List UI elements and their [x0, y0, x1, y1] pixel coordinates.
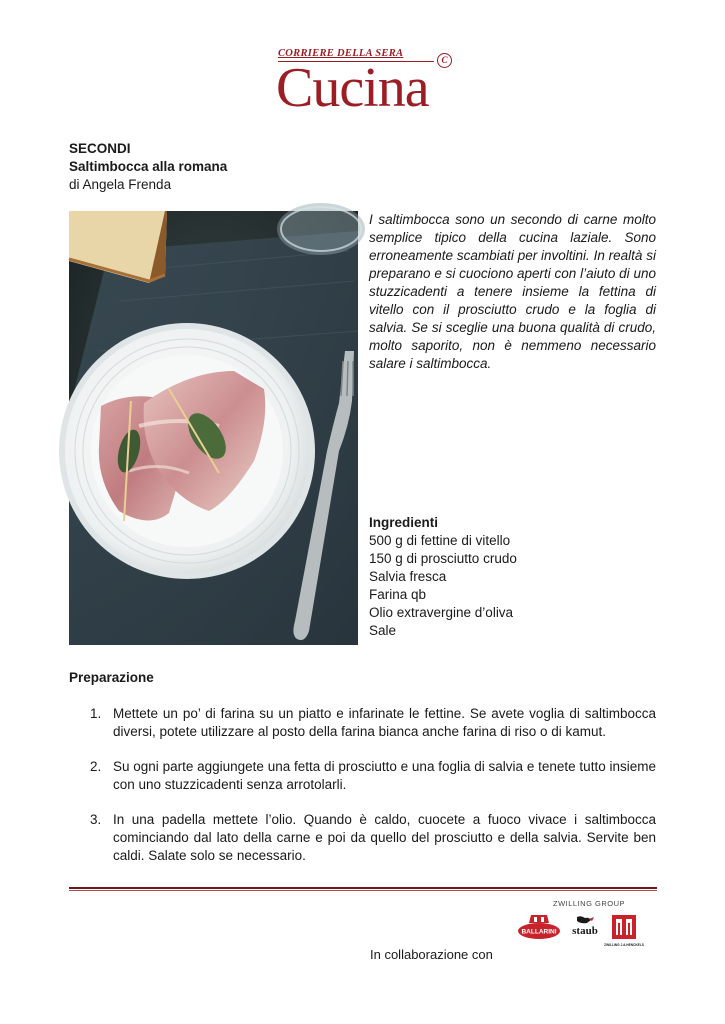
recipe-author: di Angela Frenda: [69, 177, 172, 192]
ingredients-heading: Ingredienti: [369, 515, 439, 530]
step-text: In una padella mettete l’olio. Quando è caldo, cuocete a fuoco vivace i saltimbocca cominciando dal lato della carne e poi da quello del prosciutto e della salvia. Servite ben caldi. Salate solo se necessario.: [113, 812, 656, 863]
ingredient-item: Olio extravergine d’oliva: [369, 605, 514, 620]
dish-photo: [69, 211, 358, 645]
footer-divider: [69, 887, 657, 891]
ingredients-section: [369, 514, 649, 640]
ballarini-wordmark: BALLARINI: [521, 928, 557, 936]
step-text: Mettete un po’ di farina su un piatto e infarinate le fettine. Se avete voglia di saltimbocca diversi, potete utilizzare al posto della farina bianca anche farina di riso o di kamut.: [113, 706, 656, 739]
staub-wordmark: staub: [572, 925, 598, 937]
ingredient-item: 150 g di prosciutto crudo: [369, 551, 517, 566]
preparation-steps: [84, 705, 656, 882]
step-item: [84, 705, 656, 741]
collaboration-label: In collaborazione con: [370, 947, 493, 962]
masthead-badge: C: [437, 53, 452, 68]
step-item: [84, 811, 656, 865]
recipe-category: SECONDI: [69, 141, 131, 156]
masthead-logo: [276, 48, 454, 120]
step-item: [84, 758, 656, 794]
ingredient-item: Sale: [369, 623, 397, 638]
preparation-heading: Preparazione: [69, 670, 154, 685]
masthead-title: Cucina: [276, 57, 429, 119]
step-text: Su ogni parte aggiungete una fetta di prosciutto e una foglia di salvia e tenete tutto insieme con uno stuzzicadenti senza arrotolarli.: [113, 759, 656, 792]
zwilling-logo: [604, 913, 644, 953]
staub-logo: [567, 915, 605, 939]
zwilling-wordmark: ZWILLING J.A.HENCKELS: [604, 943, 644, 947]
step-number: 3.: [90, 812, 102, 827]
ingredients-list: [369, 532, 649, 640]
ballarini-logo: [517, 913, 561, 941]
sponsor-group-label: ZWILLING GROUP: [553, 899, 626, 908]
ingredient-item: Salvia fresca: [369, 569, 447, 584]
masthead-publisher: CORRIERE DELLA SERA: [278, 48, 404, 59]
step-number: 2.: [90, 759, 102, 774]
step-number: 1.: [90, 706, 102, 721]
ingredient-item: 500 g di fettine di vitello: [369, 533, 511, 548]
recipe-title: Saltimbocca alla romana: [69, 159, 228, 174]
recipe-intro: I saltimbocca sono un secondo di carne molto semplice tipico della cucina laziale. Sono erroneamente scambiati per involtini. In realtà si preparano e si cuociono aperti con l’aiuto di uno stuzzicadenti a tenere insieme la fettina di vitello con il prosciutto crudo e la foglia di salvia. Se si sceglie una buona qualità di crudo, molto saporito, non è nemmeno necessario salare i saltimbocca.: [369, 212, 656, 371]
ingredient-item: Farina qb: [369, 587, 427, 602]
